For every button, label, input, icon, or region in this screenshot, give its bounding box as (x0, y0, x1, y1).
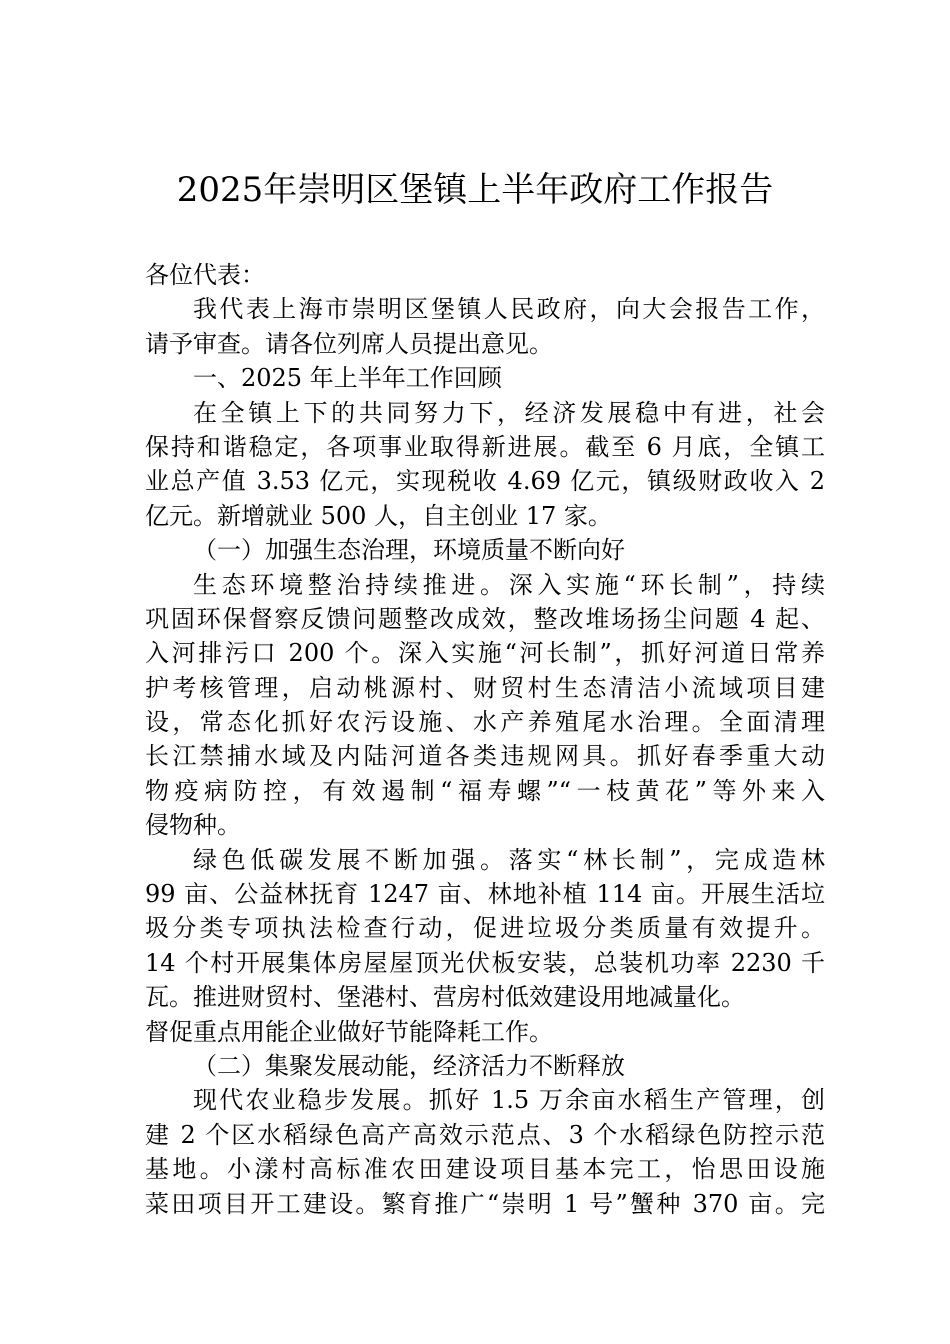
text-line: 侵物种。 (145, 811, 241, 840)
text-line: 我代表上海市崇明区堡镇人民政府，向大会报告工作， (193, 295, 825, 324)
text-line: 长江禁捕水域及内陆河道各类违规网具。抓好春季重大动 (145, 742, 825, 771)
text-line: 瓦。推进财贸村、堡港村、营房村低效建设用地减量化。 (145, 983, 745, 1012)
document-body (145, 258, 825, 1221)
text-line: 生态环境整治持续推进。深入实施“环长制”，持续 (193, 570, 825, 599)
text-line: 物疫病防控，有效遏制“福寿螺”“一枝黄花”等外来入 (145, 776, 825, 805)
text-line: 保持和谐稳定，各项事业取得新进展。截至 6 月底，全镇工 (145, 432, 825, 461)
text-line: 99 亩、公益林抚育 1247 亩、林地补植 114 亩。开展生活垃 (145, 880, 825, 909)
text-line: 建 2 个区水稻绿色高产高效示范点、3 个水稻绿色防控示范 (145, 1120, 825, 1149)
text-line: 14 个村开展集体房屋屋顶光伏板安装，总装机功率 2230 千 (145, 948, 825, 977)
text-line: 一、2025 年上半年工作回顾 (193, 364, 502, 393)
document-title: 2025年崇明区堡镇上半年政府工作报告 (176, 170, 774, 210)
text-line: （一）加强生态治理，环境质量不断向好 (193, 536, 625, 565)
text-line: （二）集聚发展动能，经济活力不断释放 (193, 1051, 625, 1080)
text-line: 圾分类专项执法检查行动，促进垃圾分类质量有效提升。 (145, 914, 825, 943)
text-line: 设，常态化抓好农污设施、水产养殖尾水治理。全面清理 (145, 708, 825, 737)
text-line: 绿色低碳发展不断加强。落实“林长制”，完成造林 (193, 845, 825, 874)
text-line: 督促重点用能企业做好节能降耗工作。 (145, 1017, 553, 1046)
text-line: 护考核管理，启动桃源村、财贸村生态清洁小流域项目建 (145, 673, 825, 702)
text-line: 现代农业稳步发展。抓好 1.5 万余亩水稻生产管理，创 (193, 1086, 825, 1115)
text-line: 巩固环保督察反馈问题整改成效，整改堆场扬尘问题 4 起、 (145, 604, 825, 633)
text-line: 各位代表： (145, 261, 265, 289)
text-line: 亿元。新增就业 500 人，自主创业 17 家。 (145, 501, 612, 530)
text-line: 菜田项目开工建设。繁育推广“崇明 1 号”蟹种 370 亩。完 (145, 1189, 825, 1218)
text-line: 入河排污口 200 个。深入实施“河长制”，抓好河道日常养 (145, 639, 825, 668)
text-line: 在全镇上下的共同努力下，经济发展稳中有进，社会 (193, 398, 825, 427)
text-line: 基地。小漾村高标准农田建设项目基本完工，怡思田设施 (145, 1155, 825, 1184)
text-line: 业总产值 3.53 亿元，实现税收 4.69 亿元，镇级财政收入 2 (145, 467, 825, 496)
text-line: 请予审查。请各位列席人员提出意见。 (145, 329, 553, 358)
